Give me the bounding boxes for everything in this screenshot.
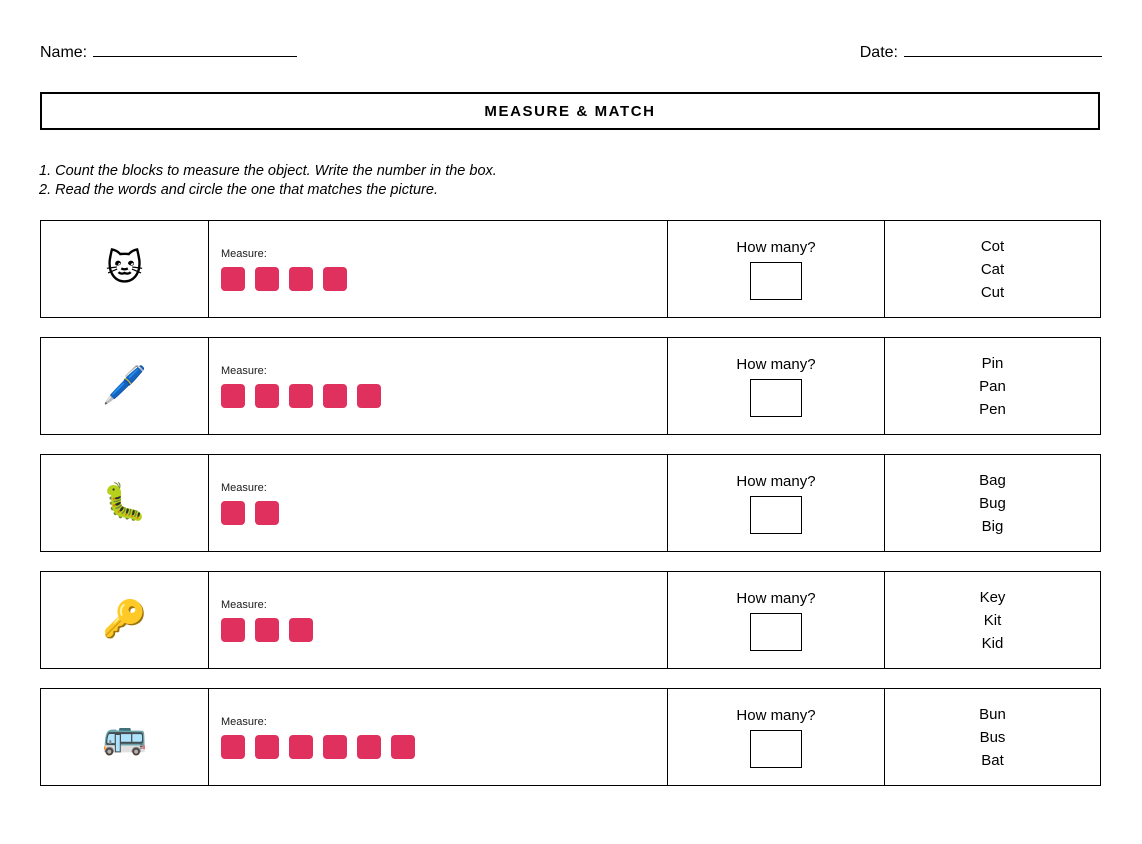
measuring-block [289,735,313,759]
date-write-line[interactable] [904,44,1102,57]
word-choices-cell [885,455,1100,551]
how-many-label: How many? [736,472,816,490]
measure-label: Measure: [221,598,267,611]
word-choice[interactable]: Kit [983,611,1002,629]
word-choices-cell [885,689,1100,785]
word-choices-cell [885,572,1100,668]
word-choice[interactable]: Pan [979,377,1006,395]
pen-emoji: 🖊️ [102,365,147,406]
measuring-block [391,735,415,759]
measuring-block [323,267,347,291]
worksheet-row [40,454,1101,552]
measure-cell [209,455,668,551]
word-choice[interactable]: Big [981,517,1004,535]
measuring-block [255,735,279,759]
measuring-block [255,501,279,525]
instructions-block [39,162,739,200]
worksheet-row [40,571,1101,669]
measuring-block [357,384,381,408]
measuring-block [255,384,279,408]
measuring-block [323,384,347,408]
title-banner [40,92,1100,130]
measure-label: Measure: [221,364,267,377]
caterpillar-bug-emoji: 🐛 [102,482,147,523]
measuring-blocks [221,618,667,642]
date-field[interactable] [860,44,1102,62]
picture-cell [41,455,209,551]
how-many-label: How many? [736,355,816,373]
measure-cell [209,338,668,434]
measuring-block [221,384,245,408]
word-choice[interactable]: Bat [981,751,1004,769]
measure-cell [209,572,668,668]
word-choice[interactable]: Kid [981,634,1004,652]
worksheet-rows [40,220,1101,805]
measuring-block [357,735,381,759]
date-label: Date: [859,44,898,61]
bus-emoji: 🚌 [102,716,147,757]
how-many-cell [668,221,885,317]
name-field[interactable] [40,44,297,62]
worksheet-header [40,34,1102,62]
name-label: Name: [40,44,88,61]
measuring-blocks [221,735,667,759]
word-choice[interactable]: Cut [980,283,1005,301]
measuring-block [255,267,279,291]
key-emoji: 🔑 [102,599,147,640]
word-choice[interactable]: Bug [979,494,1006,512]
measuring-blocks [221,267,667,291]
picture-cell [41,689,209,785]
answer-box[interactable] [750,496,802,534]
word-choice[interactable]: Pin [981,354,1004,372]
measuring-blocks [221,384,667,408]
measuring-block [221,618,245,642]
measuring-block [221,267,245,291]
word-choice[interactable]: Cat [980,260,1005,278]
word-choice[interactable]: Bag [979,471,1006,489]
measuring-block [289,267,313,291]
measure-label: Measure: [221,247,267,260]
measuring-blocks [221,501,667,525]
measuring-block [255,618,279,642]
word-choice[interactable]: Bus [979,728,1006,746]
worksheet-row [40,688,1101,786]
measure-label: Measure: [221,481,267,494]
word-choices-cell [885,221,1100,317]
instruction-line-2: 2. Read the words and circle the one that matches the picture. [39,182,438,198]
word-choice[interactable]: Key [979,588,1006,606]
page-title: MEASURE & MATCH [484,102,656,120]
how-many-label: How many? [736,238,816,256]
instruction-line-1: 1. Count the blocks to measure the object. Write the number in the box. [39,163,497,179]
measuring-block [289,618,313,642]
how-many-cell [668,572,885,668]
answer-box[interactable] [750,730,802,768]
how-many-label: How many? [736,589,816,607]
word-choice[interactable]: Cot [980,237,1005,255]
name-write-line[interactable] [93,44,297,57]
word-choice[interactable]: Pen [979,400,1006,418]
worksheet-row [40,337,1101,435]
cat-face-emoji: 🐱 [105,248,144,289]
picture-cell [41,338,209,434]
how-many-label: How many? [736,706,816,724]
how-many-cell [668,338,885,434]
measuring-block [323,735,347,759]
answer-box[interactable] [750,379,802,417]
measuring-block [289,384,313,408]
measure-cell [209,689,668,785]
measuring-block [221,735,245,759]
how-many-cell [668,455,885,551]
word-choices-cell [885,338,1100,434]
how-many-cell [668,689,885,785]
picture-cell [41,572,209,668]
picture-cell [41,221,209,317]
measuring-block [221,501,245,525]
word-choice[interactable]: Bun [979,705,1006,723]
answer-box[interactable] [750,613,802,651]
measure-label: Measure: [221,715,267,728]
measure-cell [209,221,668,317]
answer-box[interactable] [750,262,802,300]
worksheet-row [40,220,1101,318]
